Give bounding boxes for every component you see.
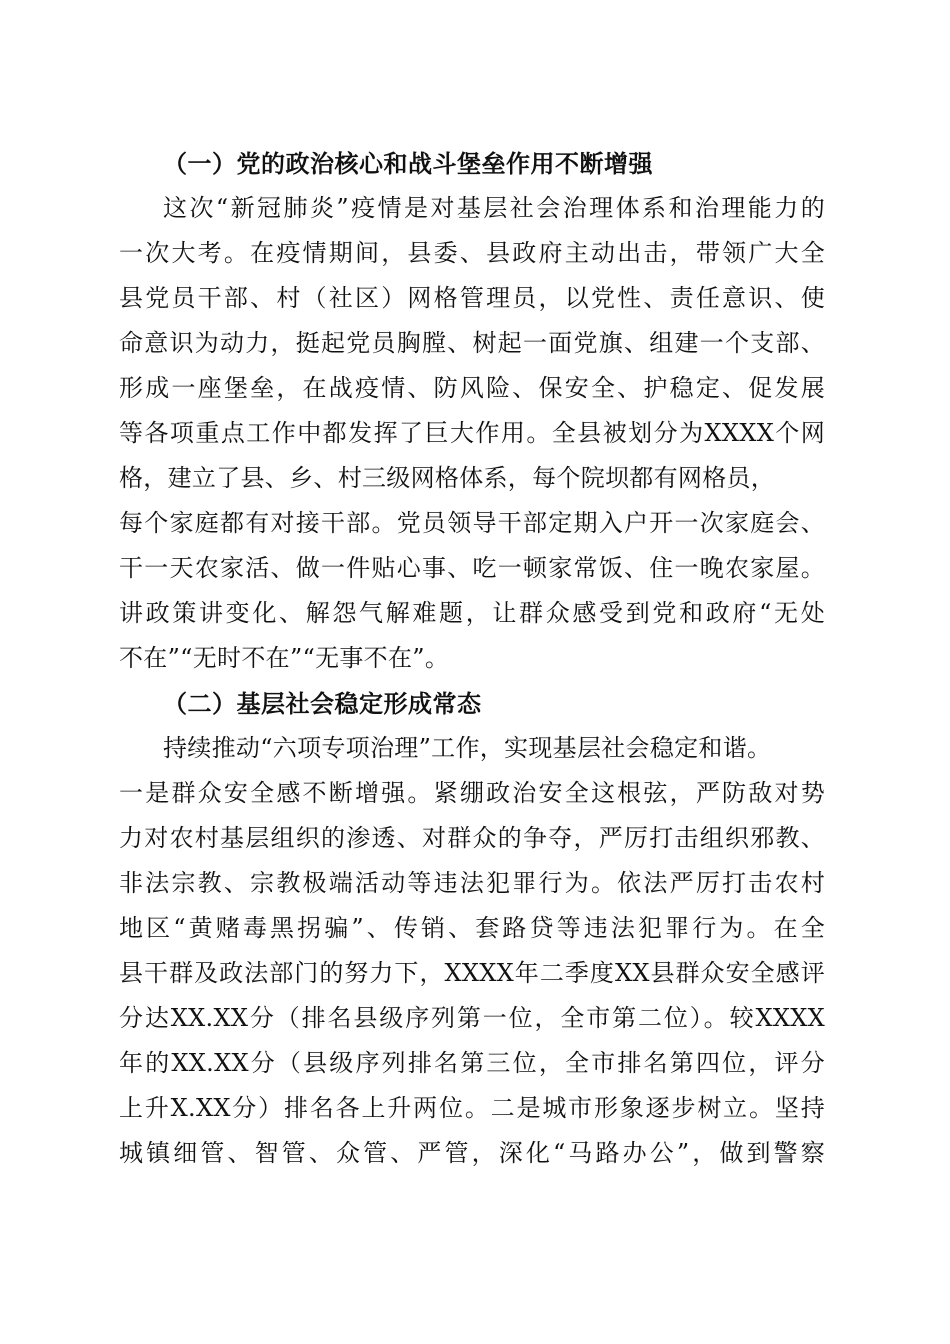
text-line: 干一天农家活、做一件贴心事、吃一顿家常饭、住一晚农家屋。 bbox=[119, 554, 825, 582]
text-line: 年的XX.XX分（县级序列排名第三位，全市排名第四位，评分 bbox=[119, 1049, 825, 1077]
text-line: 不在”“无时不在”“无事不在”。 bbox=[119, 644, 450, 672]
text-line: 城镇细管、智管、众管、严管，深化“马路办公”，做到警察 bbox=[119, 1139, 825, 1167]
section-heading-1: （一）党的政治核心和战斗堡垒作用不断增强 bbox=[163, 149, 653, 178]
text-line: 县党员干部、村（社区）网格管理员，以党性、责任意识、使 bbox=[119, 284, 825, 312]
section-paragraph-2 bbox=[119, 726, 825, 1176]
text-line: 命意识为动力，挺起党员胸膛、树起一面党旗、组建一个支部、 bbox=[119, 329, 825, 357]
text-line: 县干群及政法部门的努力下，XXXX年二季度XX县群众安全感评 bbox=[119, 959, 825, 987]
text-line: 等各项重点工作中都发挥了巨大作用。全县被划分为XXXX个网 bbox=[119, 419, 825, 447]
text-line: 一次大考。在疫情期间，县委、县政府主动出击，带领广大全 bbox=[119, 239, 825, 267]
text-line: 讲政策讲变化、解怨气解难题，让群众感受到党和政府“无处 bbox=[119, 599, 825, 627]
section-heading-2: （二）基层社会稳定形成常态 bbox=[163, 689, 482, 718]
text-line: 格，建立了县、乡、村三级网格体系，每个院坝都有网格员， bbox=[119, 464, 776, 492]
text-line: 形成一座堡垒，在战疫情、防风险、保安全、护稳定、促发展 bbox=[119, 374, 825, 402]
text-line: 这次“新冠肺炎”疫情是对基层社会治理体系和治理能力的 bbox=[163, 194, 825, 222]
text-line: 上升X.XX分）排名各上升两位。二是城市形象逐步树立。坚持 bbox=[119, 1094, 825, 1122]
text-line: 每个家庭都有对接干部。党员领导干部定期入户开一次家庭会、 bbox=[119, 509, 825, 537]
text-line: 地区“黄赌毒黑拐骗”、传销、套路贷等违法犯罪行为。在全 bbox=[119, 914, 825, 942]
text-line: 力对农村基层组织的渗透、对群众的争夺，严厉打击组织邪教、 bbox=[119, 824, 825, 852]
text-line: 非法宗教、宗教极端活动等违法犯罪行为。依法严厉打击农村 bbox=[119, 869, 825, 897]
text-line: 持续推动“六项专项治理”工作，实现基层社会稳定和谐。 bbox=[163, 734, 772, 762]
section-paragraph-1 bbox=[119, 186, 825, 681]
text-line: 分达XX.XX分（排名县级序列第一位，全市第二位）。较XXXX bbox=[119, 1004, 825, 1032]
document-body bbox=[119, 141, 825, 1176]
text-line: 一是群众安全感不断增强。紧绷政治安全这根弦，严防敌对势 bbox=[119, 779, 825, 807]
